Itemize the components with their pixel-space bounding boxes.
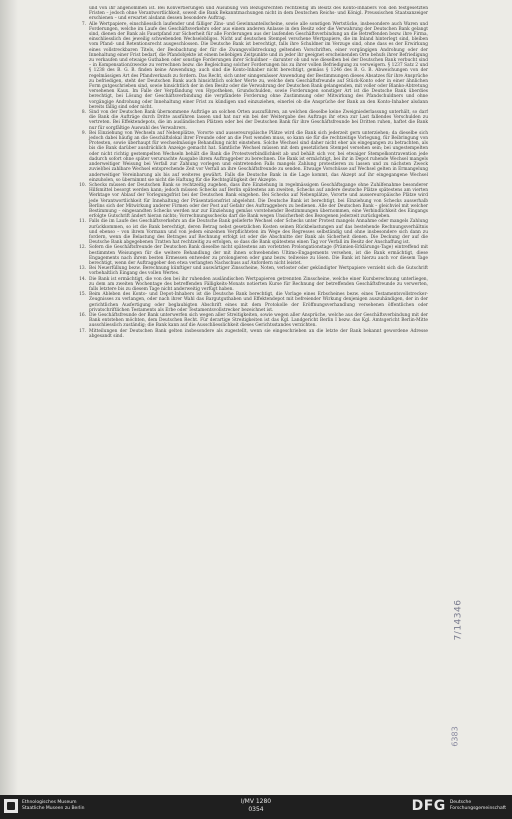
clause-number: 12. [79,245,86,251]
clause-number: 10. [79,182,86,188]
clause-paragraph [76,292,428,313]
archive-signature [224,798,288,814]
clause-number [76,6,89,22]
clause-paragraph [76,131,428,183]
clause-text: Beim Ableben des Konto- und Depot-Inhabers ist die Deutsche Bank berechtigt, die Vorlage eines Erbscheines bezw. eines Testamentsvollstrecker-Zeugnisses zu verlangen, oder nach ihrer Wahl das Bargutguthaben und Effektendepot mit befreiender Wirkung denjenigen auszuhändigen, der in der gerichtlichen Ausfertigung oder beglaubigten Abschrift eines mit dem Protokolle der Eröffnungsverhandlung versehenen öffentlichen oder privatschriftlichen Testaments als Erbe oder Testamentsvollstrecker bezeichnet ist. [89,292,428,313]
archive-signature-line1: I/MV 1280 [240,798,272,805]
clause-text: Sofern die Geschäftsfreunde der Deutschen Bank dieselbe nicht spätestens am vorletzten Prolongationstage (Prämien-Erklärungs-Tage) eintreffend mit bestimmten Weisungen für die weitere Behandlung der mit ihnen schwebenden Ultimo-Engagements versehen, ist die Bank ermächtigt, diese Engagements nach ihrem besten Ermessen entweder zu prolongieren oder ganz bezw. teilweise zu lösen. Die Bank ist hierzu auch vor diesem Tage berechtigt, wenn der Auftraggeber den etwa verlangten Nachschuss auf Anfordern nicht leistet. [89,245,428,266]
clause-text: Mitteilungen der Deutschen Bank gelten insbesondere als zugestellt, wenn sie eingeschrieben an die letzte der Bank bekannt gewordene Adresse abgesandt sind. [89,328,428,339]
clause-paragraph [76,110,428,131]
clause-text: Schecks müssen der Deutschen Bank so rechtzeitig zugehen, dass ihre Einziehung in regelmässigem Geschäftsgange ohne Zuhilfenahme besonderer Hilfsmittel besorgt werden kann; jedoch müssen Schecks auf Berlin spätestens am zweiten, Schecks auf andere deutsche Plätze spätestens am vierten Werktage vor Ablauf der Vorlegungsfrist bei der Deutschen Bank eingehen. Bei Schecks auf Nebenplätze, Vororte und aussereuropäische Plätze wird jede Verantwortlichkeit für Innehaltung der Präsentationsfrist abgelehnt. Die Deutsche Bank ist berechtigt, bei Einziehung von Schecks ausserhalb Berlins sich der Mitwirkung anderer Firmen oder der Post auf Gefahr des Auftraggebers zu bedienen. Alle der Deutschen Bank – gleichviel mit welcher Bestimmung – eingesandten Schecks werden nur zur Einziehung gemäss vorstehender Bestimmungen übernommen, eine Verbindlichkeit des Eingangs erfolgte Gutschrift ändert hieran nichts; Vorrechnungsschecks darf die Bank wegen Unsicherheit des Bezogenen jederzeit zurückgeben. [89,182,428,220]
clause-paragraph [76,22,428,110]
margin-reference [452,596,464,644]
clause-number: 13. [79,266,86,272]
clause-text: Bei Neuerfüllung bezw. Berechnung künftiger und auswärtiger Zinsscheine, Noten, verloster oder gekündigter Wertpapiere verzieht sich die Gutschrift vorbehaltlich Eingang des vollen Wertes. [89,266,428,277]
funder-name [450,800,506,812]
clause-text: Bei Einziehung von Wechseln auf Nebenplätze, Vororte und aussereuropäische Plätze wird die Bank sich jederzeit gern unterziehen; da dieselbe sich jedoch dabei häufig an die Geschäftslokal ihrer Freunde oder an die Post wenden muss, so kann sie für die rechtzeitige Vorlegung, für Beibringung von Protesten, sowie überhaupt für wechselmässige Behandlung nicht einstehen. Solche Wechsel sind daher nicht eher als eingegangen zu betrachten, als bis die Bank darüber ausdrücklich Anzeige gemacht hat. Sämtliche Wechsel müssen mit dem gesetzlichen Stempel versehen sein; bei ungestempelten oder nicht richtig gestempelten Wechseln behält die Bank die Protestverbindlichkeit ab und behält sich vor, bei etwaiger Stempelkontravention jede dadurch sofort ohne später verursachte Ausgabe ihrem Auftraggeber zu berechnen. Die Bank ist ermächtigt, bei ihr in Depot ruhende Wechsel mangels anderweitiger Weisung bei Verfall zur Zahlung vorlegen und eintretenden Falls mangels Zahlung protestieren zu lassen und zu nächsten Zweck zuviel/bei zahlbare Wechsel entsprechende Zeit vor Verfall an ihre Geschäftsfreunde zu senden. Etwaige Vorschüsse auf Wechsel gelten in Ermangelung anderweitiger Vereinbarung als bis auf weiteres gewährt. Falls die Deutsche Bank in die Lage kommt, das Akzept auf ihr eingegangene Wechsel einzuholen, so übernimmt sie nicht die Haftung für die Rechtsgültigkeit der Akzepte. [89,130,428,183]
clause-text: Die Bank ist ermächtigt, die von den bei ihr ruhenden ausländischen Wertpapieren getrennten Zinsscheine, welche einer Kursberechnung unterliegen, zu dem am zweiten Wochentage des betreffenden Fälligkeits-Monats notierten Kurse für Rechnung der betreffenden Geschäftsfreunde zu verwerten, falls letztere bis zu diesem Tage nicht anderweitig verfügt haben. [89,276,428,292]
clause-number: 16. [79,312,86,318]
museum-name [22,800,85,812]
funder-name-line2: Forschungsgemeinschaft [449,806,506,811]
margin-reference-2-text: 6383 [450,725,460,747]
clause-number: 17. [79,328,86,334]
clause-text: Die Geschäftsfreunde der Bank unterwerfen sich wegen aller Streitigkeiten, sowie wegen aller Ansprüche, welche aus der Geschäftsverbindung mit der Bank entstehen möchten, dem Deutschen Recht. Für derartige Streitigkeiten ist das Kgl. Landgericht Berlin I bezw. das Kgl. Amtsgericht Berlin-Mitte ausschliesslich zuständig; die Bank kann auf die Ausschliesslichkeit dieses Gerichtsstandes verzichten. [89,312,428,329]
clause-paragraph [76,277,428,293]
clause-number: 11. [79,219,86,225]
museum-name-line2: Staatliche Museen zu Berlin [22,806,85,811]
funder-credit [412,798,506,814]
clause-paragraph [76,329,428,339]
clause-number: 15. [79,292,86,298]
clause-text: und von ihr angenommen ist. Bei Konvertierungen und Ausübung von Bezugsrechten rechtzeitig im Besitz des Konto-Inhabers von den festgesetzten Fristen – jedoch ohne Verantwortlichkeit, soweit die Bank Bekanntmachungen nicht in dem Deutschen Reichs- und Königl. Preussischen Staatsanzeiger erschienen – und erwartet alsdann dessen besondere Auftrag. [89,6,428,22]
margin-reference-2 [448,722,462,750]
funder-name-line1: Deutsche [449,800,472,805]
clause-paragraph [76,6,428,22]
clause-number: 9. [81,130,86,136]
clause-number: 8. [81,110,86,116]
clause-number: 7. [81,21,86,27]
museum-credit [4,799,85,813]
archive-footer [0,795,512,819]
clause-paragraph [76,245,428,266]
archive-signature-line2: 0354 [248,806,264,813]
clause-text: Falls die im Laufe des Geschäftsverkehrs an die Deutsche Bank gelieferte Wechsel oder Schecks unter Protest mangels Annahme oder mangels Zahlung zurückkommen, so ist die Bank berechtigt, deren Betrag nebst gesetzlichen Kosten seinen Rückbelastungen auf das bestehende Rechnungsverhältnis und ebenso – von ihrem Vormann und von jedem einzelnen Verpflichteten im Wege des Regresses selbständig und ohne insbesondere sich dann zu fordern, wenn die Belastung des Betrages auf Rechnung erfolgt ist oder die Abschnitte der Bank als Sicherheit dienen. Die Deckung der auf die Deutsche Bank abgegebenen Tratten hat rechtzeitig zu erfolgen, so dass die Bank spätestens einen Tag vor Verfall im Besitz der Anschaffung ist. [89,219,428,246]
margin-reference-text: 7/14346 [453,599,464,641]
dfg-logo: DFG [411,798,446,814]
clause-paragraph [76,219,428,245]
clause-text: Sind von der Deutschen Bank übernommene Aufträge an solchen Orten auszuführen, an welchen dieselbe keine Zweigniederlassung unterhält, so darf die Bank die Aufträge durch Dritte ausführen lassen und hat nur ein bei der Weitergabe des Auftrags ihr etwa zur Last fallendes Verschulden zu vertreten. Bei Effektendepots, die im ausländischen Plätzen oder bei der Deutschen Bank für ihre Geschäftsfreunde bei Dritten ruhen, haftet die Bank nur für sorgfältige Auswahl des Verwahrers. [89,110,428,131]
clause-number: 14. [79,276,86,282]
museum-logo-icon [4,799,18,813]
clause-paragraph [76,183,428,219]
clause-paragraph [76,313,428,329]
clause-paragraph [76,266,428,276]
clause-text: Alle Wertpapiere, einschliesslich laufender und fälliger Zins- und Gewinnanteilscheine, sowie alle sonstigen Wertstücke, insbesondere auch Waren und Forderungen, welche im Laufe des Geschäftsverkehrs oder aus einem anderen Anlasse in den Besitz oder die Verwahrung der Deutschen Bank gelangt sind, dienen der Bank als Faustpfand zur Sicherheit für alle Forderungen aus der laufenden Geschäftsverbindung an die Betreffenden bezw. ihre Firma, einschliesslich des jeweilig schwebenden Wechselobligos. Nicht auf deutschen Stempel verschene Wertpapiere, die im Inland hinterlegt sind, bleiben vom Pfand- und Retentionsrecht ausgeschlossen. Die Deutsche Bank ist berechtigt, falls ihre Schuldner im Verzuge sind, ohne dass es der Erwirkung eines vollstreckbaren Titels, der Beobachtung der für die Zwangsvollstreckung geltenden Vorschriften, einer vorgängigen Androhung oder der Innehaltung einer Frist bedarf, die Pfandobjekte ist einem beliebigen Zeitpunkte und in jeder ihr geeignet erscheinenden Orte behufs ihrer Befriedigung zu verkaufen und etwaige Guthaben oder sonstige Forderungen ihrer Schuldner – darunter ob und wie dieselben bei der Deutschen Bank verbucht sind – in Kompensation/zwecke zu verrechnen bezw. die Begleichung solcher Forderungen bis zu ihrer vollen Befriedigung zu verweigern. § 1237 Satz 2 und § 1238 des B. G. B. finden keine Anwendung; auch sind die Konto-Inhaber nicht berechtigt, gemäss § 1246 des B. G. B. Abweichungen von der regelmässigen Art des Pfandverkaufs zu fordern. Das Recht, sich unter sinngemässer Anwendung der Bestimmungen dieses Absatzes für ihre Ansprüche zu befriedigen, steht der Deutschen Bank auch hinsichtlich solcher Werte zu, welche dem Geschäftsfreunde auf Stück-Konto oder in einer ähnlichen Form gutgeschrieben sind, sowie hinsichtlich der in den Besitz oder die Verwahrung der Deutschen Bank gelangenden, mit voller oder Blanko-Abtretung versehenen Kaux. Im Falle der Verpfändung von Hypotheken, Grundschulden, sowie Forderungen sonstiger Art ist die Deutsche Bank überdies berechtigt, bei Lösung der Geschäftsverbindung die verpfändete Forderung ohne Zustimmung oder Mitwirkung des Pfandschuldners und ohne vorgängige Androhung oder Innehaltung einer Frist zu kündigen und einzuziehen, einerlei ob die Ansprüche der Bank an den Konto-Inhaber alsdann bereits fällig sind oder nicht. [89,21,428,110]
museum-name-line1: Ethnologisches Museum [22,800,77,805]
document-text [76,6,428,711]
